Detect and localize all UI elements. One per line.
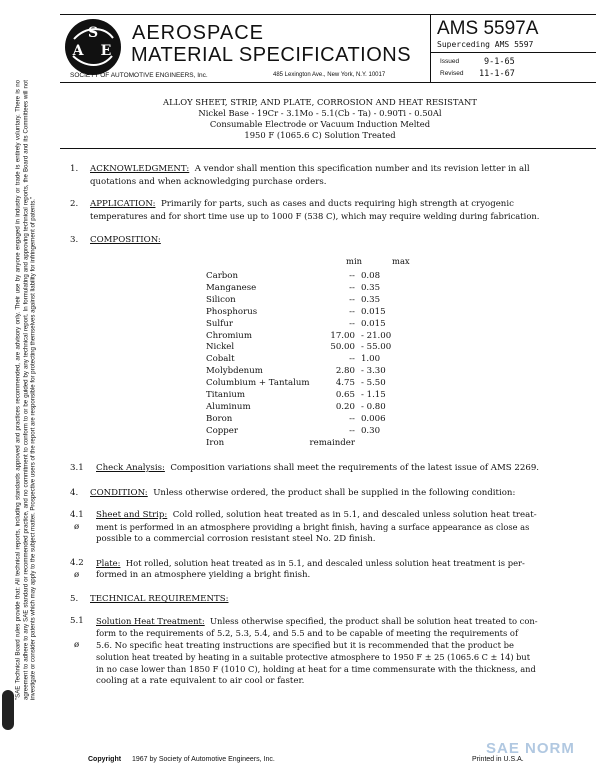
section-4-text: Unless otherwise ordered, the product shall be supplied in the following condition: (153, 488, 516, 498)
section-1-text2: quotations and when acknowledging purchase orders. (90, 177, 327, 187)
section-5-1-text3: 5.6. No specific heat treating instructions are specified but it is recommended that the product be (96, 640, 514, 650)
printed-in: Printed in U.S.A. (472, 756, 524, 763)
section-4-1-num: 4.1 (70, 510, 84, 520)
element-max: - 5.50 (360, 378, 386, 389)
section-5-1-text6: cooling at a rate equivalent to air cool or faster. (96, 676, 305, 686)
section-4-heading: CONDITION: (90, 488, 148, 498)
issued-label: Issued (440, 58, 460, 65)
title-line4: 1950 F (1065.6 C) Solution Treated (244, 130, 396, 140)
col-min-header: min (346, 256, 363, 266)
element-max: 0.015 (360, 306, 386, 317)
section-3-num: 3. (70, 235, 79, 245)
punch-hole (2, 690, 14, 730)
composition-row (206, 414, 391, 426)
element-name: Titanium (206, 390, 246, 401)
section-1-num: 1. (70, 164, 79, 174)
revised-date: 11-1-67 (479, 69, 515, 79)
section-1-text: A vendor shall mention this specification number and its revision letter in all (194, 164, 530, 174)
element-max: 0.015 (360, 318, 386, 329)
element-min: -- (349, 294, 355, 305)
composition-row (206, 342, 391, 354)
section-3-1-heading: Check Analysis: (96, 463, 165, 473)
composition-row (206, 307, 391, 319)
element-min: remainder (309, 437, 355, 448)
logo-letter-a: A (72, 43, 84, 59)
section-4-2-text: Hot rolled, solution heat treated as in 5.1, and descaled unless solution heat treatment is per- (125, 558, 525, 568)
element-min: 2.80 (335, 366, 355, 377)
section-4-num: 4. (70, 488, 79, 498)
title-line3: Consumable Electrode or Vacuum Induction Melted (209, 119, 431, 129)
element-name: Iron (206, 437, 225, 448)
element-max: - 1.15 (360, 390, 386, 401)
element-name: Molybdenum (206, 366, 263, 377)
composition-row (206, 426, 391, 438)
element-name: Sulfur (206, 318, 233, 329)
title-line2: Nickel Base - 19Cr - 3.1Mo - 5.1(Cb - Ta) - 0.90Ti - 0.50Al (198, 108, 442, 118)
org-name-line2: MATERIAL SPECIFICATIONS (131, 44, 412, 66)
issued-date: 9-1-65 (484, 57, 515, 67)
section-4-1-text3: possible to a commercial corrosion resistant steel No. 2D finish. (96, 534, 376, 544)
col-max-header: max (392, 256, 410, 266)
section-5-heading: TECHNICAL REQUIREMENTS: (90, 594, 229, 604)
section-3-1-num: 3.1 (70, 463, 84, 473)
element-name: Silicon (206, 294, 236, 305)
element-name: Boron (206, 413, 233, 424)
composition-row (206, 271, 391, 283)
section-2-heading: APPLICATION: (90, 199, 156, 209)
section-5-num: 5. (70, 594, 79, 604)
revised-label: Revised (440, 70, 464, 77)
section-5-1-text: Unless otherwise specified, the product shall be solution heat treated to con- (210, 616, 538, 626)
composition-row (206, 390, 391, 402)
composition-row (206, 319, 391, 331)
section-4-2-mark: ø (74, 570, 80, 580)
element-name: Manganese (206, 282, 257, 293)
element-max: - 3.30 (360, 366, 386, 377)
composition-row (206, 331, 391, 343)
element-min: 17.00 (330, 330, 355, 341)
section-5-1-heading: Solution Heat Treatment: (96, 616, 205, 626)
society-address: 485 Lexington Ave., New York, N.Y. 10017 (273, 72, 386, 78)
side-notice-container (6, 80, 46, 700)
element-max: - 0.80 (360, 401, 386, 412)
element-min: -- (349, 318, 355, 329)
section-4-1-heading: Sheet and Strip: (96, 510, 168, 520)
section-5-1-text2: form to the requirements of 5.2, 5.3, 5.4, and 5.5 and to be capable of meeting the requirements of (96, 628, 519, 638)
element-name: Nickel (206, 342, 235, 353)
title-line1: ALLOY SHEET, STRIP, AND PLATE, CORROSION AND HEAT RESISTANT (163, 97, 477, 107)
composition-row (206, 354, 391, 366)
element-min: 50.00 (330, 342, 355, 353)
section-5-1-text5: in no case lower than 1850 F (1010 C), holding at heat for a time commensurate with the thickness, and (96, 664, 536, 674)
element-name: Aluminum (206, 401, 251, 412)
element-max (355, 438, 391, 450)
element-name: Copper (206, 425, 238, 436)
section-4-2-text2: formed in an atmosphere yielding a bright finish. (96, 570, 311, 580)
element-min: 0.65 (335, 390, 355, 401)
element-min: -- (349, 413, 355, 424)
watermark: SAE NORM (486, 740, 575, 757)
section-3-1-text: Composition variations shall meet the requirements of the latest issue of AMS 2269. (170, 463, 540, 473)
side-notice: "SAE Technical Board rules provide that: All technical reports, including standards approved and practices recommended, are advisory only. Their use by anyone engaged in industry or trade is entirely voluntary. There is no agreement to adhere to any SAE standard or recommended practice, and no commitment to conform to or be guided by any technical report. In formulating and approving technical reports, the Board and its Committees will not investigate or consider patents which may apply to the subject matter. Prospective users of the report are responsible for protecting themselves against liability for infringement of patents." (14, 80, 37, 700)
section-3-heading: COMPOSITION: (90, 235, 161, 245)
section-5-1-mark: ø (74, 640, 80, 650)
section-5-1-text4: solution heat treated by heating in a suitable protective atmosphere to 1950 F ± 25 (1065.6 C ± 14) but (96, 652, 530, 662)
composition-row (206, 366, 391, 378)
element-max: 0.35 (360, 294, 381, 305)
section-2-num: 2. (70, 199, 79, 209)
section-4-2-num: 4.2 (70, 558, 84, 568)
logo-letter-e: E (100, 43, 112, 59)
section-4-2-heading: Plate: (96, 558, 121, 568)
sae-logo (64, 16, 122, 78)
element-max: 0.35 (360, 282, 381, 293)
element-min: -- (349, 282, 355, 293)
element-min: 0.20 (335, 401, 355, 412)
composition-row (206, 402, 391, 414)
element-max: - 55.00 (360, 342, 392, 353)
section-1-heading: ACKNOWLEDGMENT: (90, 164, 190, 174)
section-2-text: Primarily for parts, such as cases and ducts requiring high strength at cryogenic (160, 199, 514, 209)
element-min: -- (349, 425, 355, 436)
society-name: SOCIETY OF AUTOMOTIVE ENGINEERS, Inc. (70, 72, 208, 79)
element-max: 0.006 (360, 413, 386, 424)
element-min: 4.75 (335, 378, 355, 389)
element-min: -- (349, 271, 355, 281)
superseding-note: Superceding AMS 5597 (437, 40, 534, 49)
element-name: Phosphorus (206, 306, 258, 317)
spec-number: AMS 5597A (437, 18, 539, 39)
copyright-label: Copyright (88, 756, 122, 763)
element-name: Cobalt (206, 354, 235, 365)
logo-letter-s: S (87, 25, 99, 41)
composition-rows (206, 271, 391, 450)
composition-row (206, 283, 391, 295)
element-min: -- (349, 306, 355, 317)
element-name: Columbium + Tantalum (206, 378, 310, 389)
composition-row (206, 378, 391, 390)
section-4-1-mark: ø (74, 522, 80, 532)
section-5-1-num: 5.1 (70, 616, 84, 626)
element-max: 0.08 (360, 271, 381, 281)
composition-row (206, 438, 391, 450)
section-2-text2: temperatures and for short time use up to 1000 F (538 C), which may require welding during fabrication. (90, 211, 540, 221)
element-max: 0.30 (360, 425, 381, 436)
element-name: Carbon (206, 271, 239, 281)
section-4-1-text: Cold rolled, solution heat treated as in 5.1, and descaled unless solution heat treat- (172, 510, 537, 520)
composition-row (206, 295, 391, 307)
element-min: -- (349, 354, 355, 365)
copyright-text: 1967 by Society of Automotive Engineers, Inc. (132, 756, 275, 763)
element-max: - 21.00 (360, 330, 392, 341)
org-name-line1: AEROSPACE (132, 22, 264, 44)
title-block (110, 97, 530, 141)
section-4-1-text2: ment is performed in an atmosphere providing a bright finish, having a surface appearance as close as (96, 522, 530, 532)
element-name: Chromium (206, 330, 252, 341)
element-max: 1.00 (360, 354, 381, 365)
